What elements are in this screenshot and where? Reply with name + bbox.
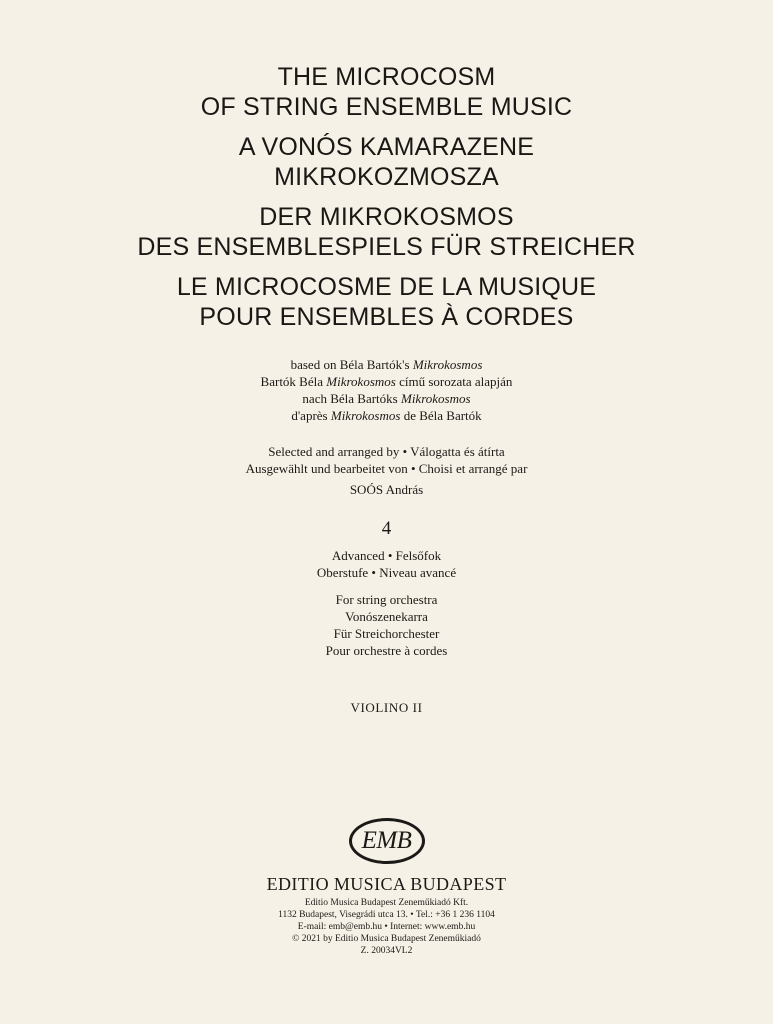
based-on-hungarian (0, 373, 773, 390)
arranger-name: SOÓS András (349, 482, 424, 497)
credit-text: nach Béla Bartóks (302, 391, 401, 406)
imprint-line: © 2021 by Editio Musica Budapest Zeneműkiadó (292, 934, 481, 944)
title-line: A VONÓS KAMARAZENE (238, 133, 535, 161)
imprint-line: Editio Musica Budapest Zeneműkiadó Kft. (304, 898, 469, 908)
title-line: OF STRING ENSEMBLE MUSIC (200, 93, 573, 121)
title-french (0, 272, 773, 332)
scoring-line: Für Streichorchester (333, 626, 440, 641)
level-line: Advanced • Felsőfok (331, 548, 442, 563)
title-english (0, 62, 773, 122)
difficulty-level (0, 547, 773, 581)
title-line: POUR ENSEMBLES À CORDES (199, 303, 574, 331)
scoring (0, 591, 773, 659)
work-title: Mikrokosmos (412, 357, 483, 372)
based-on-credits (0, 356, 773, 424)
based-on-german (0, 390, 773, 407)
work-title: Mikrokosmos (326, 374, 396, 389)
title-hungarian (0, 132, 773, 192)
level-line: Oberstufe • Niveau avancé (316, 565, 457, 580)
imprint-line: 1132 Budapest, Visegrádi utca 13. • Tel.: +36 1 236 1104 (278, 910, 495, 920)
scoring-line: Pour orchestre à cordes (325, 643, 448, 658)
credit-text: based on Béla Bartók's (290, 357, 413, 372)
based-on-french (0, 407, 773, 424)
scoring-line: Vonószenekarra (345, 609, 428, 624)
imprint (0, 897, 773, 957)
credit-text: de Béla Bartók (400, 408, 482, 423)
credit-text: Bartók Béla (260, 374, 327, 389)
scoring-line: For string orchestra (335, 592, 438, 607)
title-line: DER MIKROKOSMOS (259, 203, 514, 231)
title-group (0, 62, 773, 342)
work-title: Mikrokosmos (400, 391, 471, 406)
publisher-logo (0, 818, 773, 876)
title-german (0, 202, 773, 262)
imprint-line: E-mail: emb@emb.hu • Internet: www.emb.hu (297, 922, 476, 932)
part-name: VIOLINO II (350, 700, 423, 715)
catalog-number: Z. 20034VL2 (360, 946, 413, 956)
arranged-by-line: Selected and arranged by • Válogatta és átírta (268, 444, 505, 459)
credit-text: d'après (291, 408, 331, 423)
title-line: LE MICROCOSME DE LA MUSIQUE (176, 273, 597, 301)
work-title: Mikrokosmos (330, 408, 401, 423)
emb-logo-icon: EMB (349, 818, 425, 864)
arranged-by-line: Ausgewählt und bearbeitet von • Choisi et arrangé par (245, 461, 528, 476)
credit-text: című sorozata alapján (395, 374, 513, 389)
title-line: MIKROKOZMOSZA (274, 163, 499, 191)
title-line: DES ENSEMBLESPIELS FÜR STREICHER (137, 233, 636, 261)
arranger-credits (0, 443, 773, 498)
title-line: THE MICROCOSM (277, 63, 496, 91)
volume-number: 4 (381, 518, 392, 539)
based-on-english (0, 356, 773, 373)
publisher-name: EDITIO MUSICA BUDAPEST (266, 874, 507, 894)
